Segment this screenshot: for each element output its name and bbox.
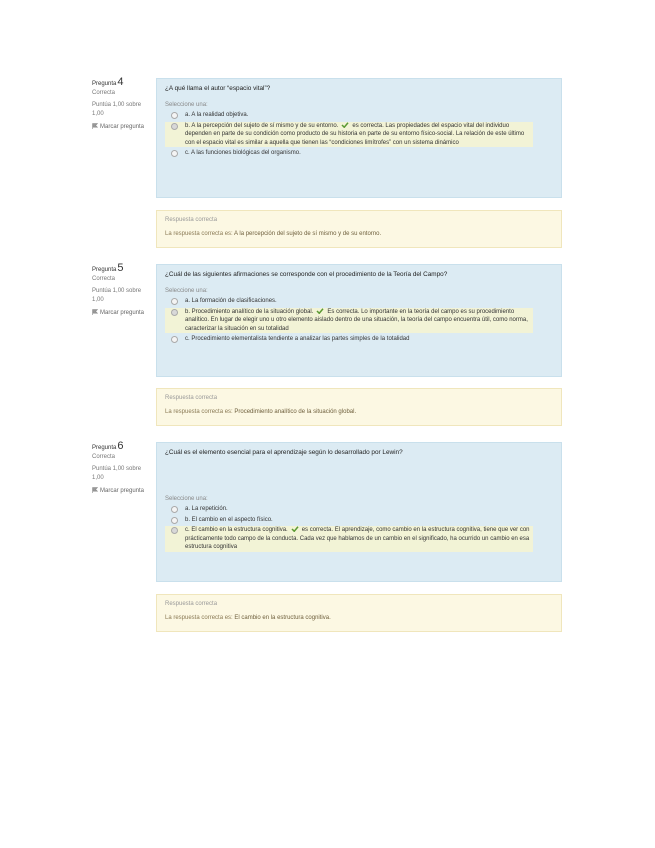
radio-button[interactable] bbox=[171, 336, 178, 343]
question-state: Correcta bbox=[92, 89, 116, 96]
question-text: ¿A qué llama el autor “espacio vital”? bbox=[165, 85, 271, 92]
flag-icon bbox=[92, 309, 98, 315]
answer-option[interactable]: c. A las funciones biológicas del organismo. bbox=[165, 149, 553, 158]
select-prompt: Seleccione una: bbox=[165, 102, 208, 108]
correct-answer: La respuesta correcta es: A la percepción del sujeto de sí mismo y de su entorno. bbox=[165, 231, 382, 237]
radio-button[interactable] bbox=[171, 112, 178, 119]
question-info bbox=[92, 264, 154, 318]
check-icon bbox=[316, 308, 324, 314]
question-content bbox=[156, 442, 562, 582]
radio-button[interactable] bbox=[171, 123, 178, 130]
feedback-title: Respuesta correcta bbox=[165, 601, 218, 607]
radio-button[interactable] bbox=[171, 150, 178, 157]
question-score: Puntúa 1,00 sobre 1,00 bbox=[92, 102, 142, 117]
answer-option[interactable]: a. A la realidad objetiva. bbox=[165, 111, 553, 120]
question-title: Pregunta4 bbox=[92, 76, 124, 88]
question-info bbox=[92, 442, 154, 496]
answer-option[interactable]: a. La repetición. bbox=[165, 505, 553, 514]
radio-button[interactable] bbox=[171, 517, 178, 524]
answer-option-selected[interactable]: c. El cambio en la estructura cognitiva. es correcta. El aprendizaje, como cambio en la estructura cognitiva, tiene que ver con prácticamente todo campo de la conducta. Cada vez que hablamos de un cambio en el significado, ha ocurrido un cambio en esa estructura cognitiva bbox=[165, 526, 533, 552]
radio-button[interactable] bbox=[171, 527, 178, 534]
feedback-title: Respuesta correcta bbox=[165, 217, 218, 223]
radio-button[interactable] bbox=[171, 309, 178, 316]
feedback-panel bbox=[156, 210, 562, 248]
correct-answer: La respuesta correcta es: Procedimiento analítico de la situación global. bbox=[165, 409, 357, 415]
question-text: ¿Cuál de las siguientes afirmaciones se corresponde con el procedimiento de la Teoría del Campo? bbox=[165, 271, 448, 278]
answer-option-selected[interactable]: b. Procedimiento analítico de la situación global. Es correcta. Lo importante en la teoría del campo es su procedimiento analítico. En lugar de elegir uno u otro elemento aislado dentro de una situación, la teoría del campo encuentra útil, como norma, caracterizar la situación en su totalidad bbox=[165, 308, 533, 334]
answer-option[interactable]: a. La formación de clasificaciones. bbox=[165, 297, 553, 306]
question-score: Puntúa 1,00 sobre 1,00 bbox=[92, 466, 142, 481]
question-state: Correcta bbox=[92, 453, 116, 460]
feedback-panel bbox=[156, 388, 562, 426]
check-icon bbox=[341, 122, 349, 128]
flag-question-link[interactable]: Marcar pregunta bbox=[92, 487, 154, 496]
question-title: Pregunta6 bbox=[92, 440, 124, 452]
question-content bbox=[156, 264, 562, 377]
select-prompt: Seleccione una: bbox=[165, 496, 208, 502]
correct-answer: La respuesta correcta es: El cambio en la estructura cognitiva. bbox=[165, 615, 331, 621]
question-info bbox=[92, 78, 154, 132]
question-number: 5 bbox=[117, 262, 124, 274]
radio-button[interactable] bbox=[171, 298, 178, 305]
radio-button[interactable] bbox=[171, 506, 178, 513]
question-number: 4 bbox=[117, 76, 124, 88]
answer-option-selected[interactable]: b. A la percepción del sujeto de sí mismo y de su entorno. es correcta. Las propiedades del espacio vital del individuo dependen en parte de su condición como producto de su historia en parte de su entorno físico-social. La relación de este último con el espacio vital es similar a aquella que tienen las “condiciones limítrofes” con un sistema dinámico bbox=[165, 122, 533, 148]
question-text: ¿Cuál es el elemento esencial para el aprendizaje según lo desarrollado por Lewin? bbox=[165, 449, 403, 456]
select-prompt: Seleccione una: bbox=[165, 288, 208, 294]
answer-option[interactable]: c. Procedimiento elementalista tendiente a analizar las partes simples de la totalidad bbox=[165, 335, 553, 344]
flag-question-link[interactable]: Marcar pregunta bbox=[92, 123, 154, 132]
flag-icon bbox=[92, 123, 98, 129]
question-score: Puntúa 1,00 sobre 1,00 bbox=[92, 288, 142, 303]
feedback-panel bbox=[156, 594, 562, 632]
question-number: 6 bbox=[117, 440, 124, 452]
answer-option[interactable]: b. El cambio en el aspecto físico. bbox=[165, 516, 553, 525]
question-content bbox=[156, 78, 562, 198]
question-state: Correcta bbox=[92, 275, 116, 282]
feedback-title: Respuesta correcta bbox=[165, 395, 218, 401]
question-title: Pregunta5 bbox=[92, 262, 124, 274]
flag-question-link[interactable]: Marcar pregunta bbox=[92, 309, 154, 318]
flag-icon bbox=[92, 487, 98, 493]
check-icon bbox=[291, 526, 299, 532]
